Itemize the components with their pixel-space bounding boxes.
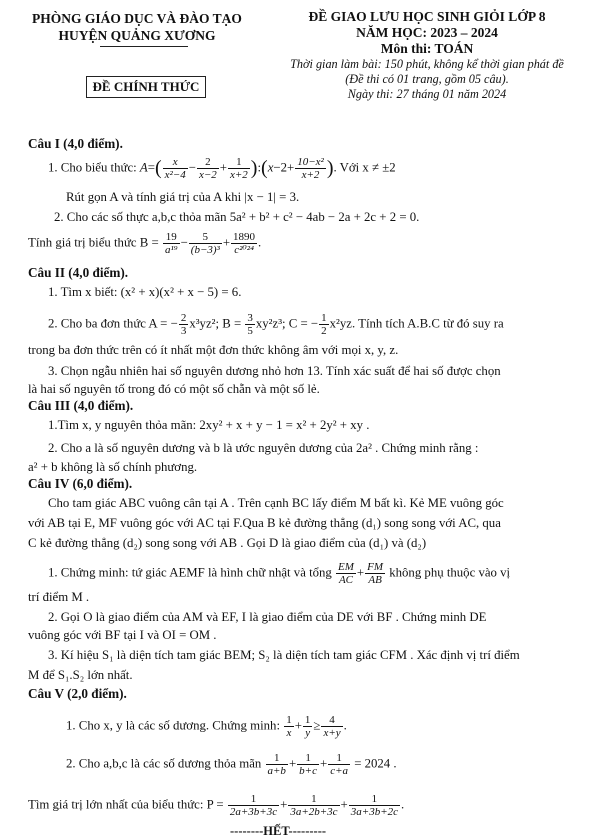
s1-q1-prefix: 1. Cho biểu thức: xyxy=(48,160,140,175)
section-3-title: Câu III (4,0 điểm). xyxy=(28,398,134,413)
section-4-title: Câu IV (6,0 điểm). xyxy=(28,476,133,491)
s4-q1: 1. Chứng minh: tứ giác AEMF là hình chữ nhật và tổng $\frac{EM}{AC}$ + $\frac{FM}{AB}$ không phụ thuộc vào vị xyxy=(48,561,511,586)
exam-date: Ngày thi: 27 tháng 01 năm 2024 xyxy=(347,87,507,101)
s2-q2-mid3: x²yz. Tính tích A.B.C từ đó suy ra xyxy=(329,316,504,331)
s4-q3-line2: M để S₁.S₂ lớn nhất. xyxy=(28,668,133,682)
s1-q1-suffix: . Với x ≠ ±2 xyxy=(333,160,396,175)
s4-p-line1: Cho tam giác ABC vuông cân tại A . Trên cạnh BC lấy điểm M bất kì. Kẻ ME vuông góc xyxy=(48,496,504,510)
school-year: NĂM HỌC: 2023 – 2024 xyxy=(356,25,498,40)
s4-p-line3: C kẻ đường thẳng (d₂) song song với AB . Gọi D là giao điểm của (d₁) và (d₂) xyxy=(28,536,427,550)
s4-q3-line1: 3. Kí hiệu S₁ là diện tích tam giác BEM; S₂ là diện tích tam giác CFM . Xác định vị trí điểm xyxy=(48,648,520,662)
district-name: HUYỆN QUẢNG XƯƠNG xyxy=(58,28,216,43)
s2-q2: 2. Cho ba đơn thức A = − $\frac{2}{3}$ x³yz²; B = $\frac{3}{5}$ xy²z³; C = − $\frac{1}{2}$ x²yz. Tính tích A.B.C từ đó suy ra xyxy=(48,312,504,337)
subject: Môn thi: TOÁN xyxy=(380,41,474,56)
s2-q2-mid2: xy²z³; C = − xyxy=(255,316,319,331)
s4-q1-suffix: không phụ thuộc vào vị xyxy=(386,565,511,580)
s5-q2-line2: Tìm giá trị lớn nhất của biểu thức: P = $\frac{1}{2a+3b+3c}$ + $\frac{1}{3a+2b+3c}$ + $\frac{1}{3a+3b+2c}$ . xyxy=(28,793,405,818)
s5-q1: 1. Cho x, y là các số dương. Chứng minh: $\frac{1}{x}$ + $\frac{1}{y}$ ≥ $\frac{4}{x+y}$ . xyxy=(66,714,347,739)
s2-q3-line1: 3. Chọn ngẫu nhiên hai số nguyên dương nhỏ hơn 13. Tính xác suất để hai số được chọn xyxy=(48,364,501,378)
s4-q1-prefix: 1. Chứng minh: tứ giác AEMF là hình chữ nhật và tổng xyxy=(48,565,336,580)
s4-p-line2: với AB tại E, MF vuông góc với AC tại F.Qua B kẻ đường thẳng (d₁) song song với AC, qua xyxy=(28,516,501,530)
official-badge: ĐỀ CHÍNH THỨC xyxy=(86,76,206,98)
s1-q1-line2: Rút gọn A và tính giá trị của A khi |x − 1| = 3. xyxy=(66,190,300,204)
s1-q1: 1. Cho biểu thức: A=( $\frac{x}{\text{x²−4}}$ − $\frac{2}{x-2}$ + $\frac{1}{x+2}$ ):(x−2+ $\frac{\text{10−x²}}{x+2}$ ). Với x ≠ ±2 xyxy=(48,156,396,181)
s1-q2-line2-prefix: Tính giá trị biểu thức B = xyxy=(28,235,162,250)
end-marker: --------HẾT--------- xyxy=(230,824,327,838)
s5-q2-prefix: 2. Cho a,b,c là các số dương thỏa mãn xyxy=(66,756,265,771)
s2-q2-line2: trong ba đơn thức trên có ít nhất một đơn thức không âm với mọi x, y, z. xyxy=(28,343,399,357)
s2-q2-mid1: x³yz²; B = xyxy=(189,316,245,331)
section-1-title: Câu I (4,0 điểm). xyxy=(28,136,123,151)
s4-q1-line2: trí điểm M . xyxy=(28,590,90,604)
s2-q3-line2: là hai số nguyên tố trong đó có một số chẵn và một số lẻ. xyxy=(28,382,320,396)
s4-q2-line2: vuông góc với BF tại I và OI = OM . xyxy=(28,628,217,642)
header-right xyxy=(268,9,586,102)
header-underline xyxy=(100,46,188,47)
exam-title: ĐỀ GIAO LƯU HỌC SINH GIỎI LỚP 8 xyxy=(308,9,546,24)
s5-q2-line2-prefix: Tìm giá trị lớn nhất của biểu thức: P = xyxy=(28,797,227,812)
department-name: PHÒNG GIÁO DỤC VÀ ĐÀO TẠO xyxy=(32,11,242,26)
s2-q1: 1. Tìm x biết: (x² + x)(x² + x − 5) = 6. xyxy=(48,285,242,299)
duration: Thời gian làm bài: 150 phút, không kể thời gian phát đề xyxy=(290,57,564,71)
s5-q1-suffix: . xyxy=(343,718,347,733)
s5-q2: 2. Cho a,b,c là các số dương thỏa mãn $\frac{1}{a+b}$ + $\frac{1}{b+c}$ + $\frac{1}{c+a}$ = 2024 . xyxy=(66,752,397,777)
s5-q1-prefix: 1. Cho x, y là các số dương. Chứng minh: xyxy=(66,718,284,733)
s2-q2-prefix: 2. Cho ba đơn thức A = − xyxy=(48,316,178,331)
s5-q2-suffix: = 2024 . xyxy=(351,756,397,771)
s4-q2-line1: 2. Gọi O là giao điểm của AM và EF, I là giao điểm của DE với BF . Chứng minh DE xyxy=(48,610,487,624)
s5-q2-line2-suffix: . xyxy=(401,797,405,812)
s1-q2-line2-suffix: . xyxy=(258,235,262,250)
header-left xyxy=(28,10,246,44)
s1-q2: 2. Cho các số thực a,b,c thỏa mãn 5a² + b² + c² − 4ab − 2a + 2c + 2 = 0. xyxy=(54,210,420,224)
s3-q2-line1: 2. Cho a là số nguyên dương và b là ước nguyên dương của 2a² . Chứng minh rằng : xyxy=(48,441,479,455)
section-5-title: Câu V (2,0 điểm). xyxy=(28,686,127,701)
s3-q1: 1.Tìm x, y nguyên thỏa mãn: 2xy² + x + y − 1 = x² + 2y² + xy . xyxy=(48,418,370,432)
s3-q2-line2: a² + b không là số chính phương. xyxy=(28,460,198,474)
section-2-title: Câu II (4,0 điểm). xyxy=(28,265,129,280)
page-count: (Đề thi có 01 trang, gồm 05 câu). xyxy=(345,72,509,86)
s1-q2-line2: Tính giá trị biểu thức B = $\frac{19}{\text{a¹⁹}}$ − $\frac{5}{\text{(b−3)³}}$ + $\frac{1890}{\text{c²⁰²⁴}}$ . xyxy=(28,231,262,256)
